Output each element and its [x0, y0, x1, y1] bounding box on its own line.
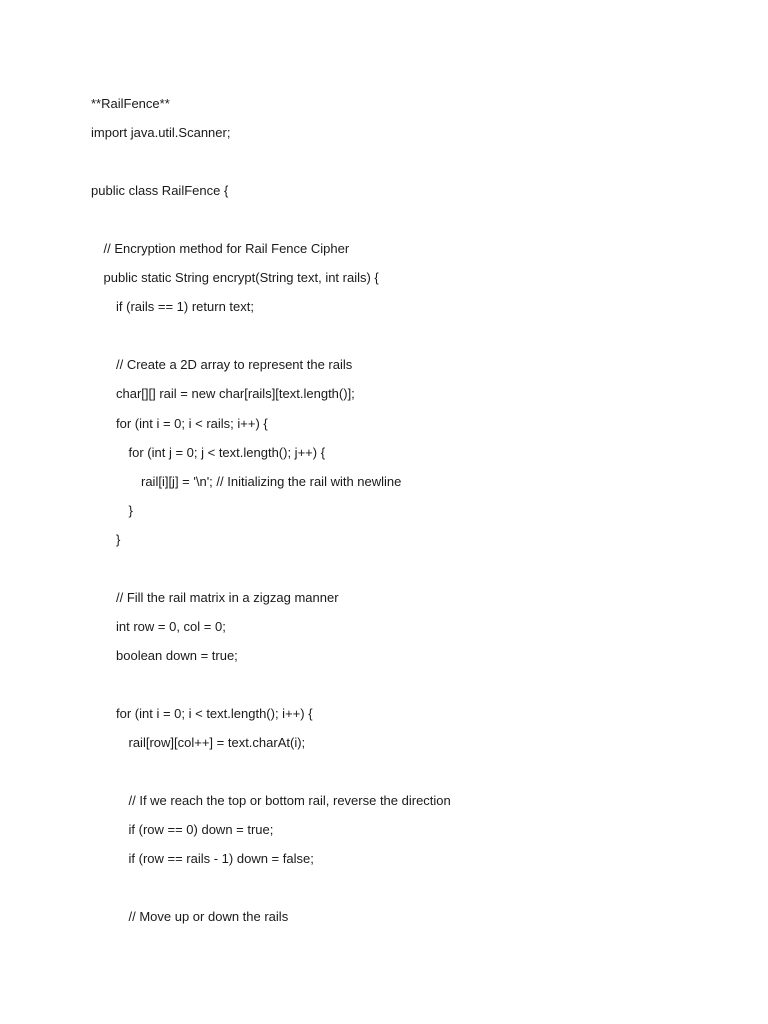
code-line: // If we reach the top or bottom rail, reverse the direction — [128, 793, 451, 809]
code-line: // Create a 2D array to represent the rails — [116, 357, 353, 373]
code-line: rail[i][j] = '\n'; // Initializing the rail with newline — [141, 473, 402, 489]
code-line — [91, 670, 731, 699]
code-line: public class RailFence { — [91, 183, 229, 199]
code-line: int row = 0, col = 0; — [116, 618, 226, 634]
code-line — [91, 147, 731, 176]
code-line: **RailFence** — [91, 96, 170, 111]
code-line: if (row == rails - 1) down = false; — [128, 851, 314, 867]
code-line — [91, 554, 731, 583]
code-line — [91, 873, 731, 902]
code-line: public static String encrypt(String text, int rails) { — [103, 270, 379, 286]
code-line: } — [116, 531, 121, 547]
code-line: // Fill the rail matrix in a zigzag manner — [116, 589, 339, 605]
code-line: for (int i = 0; i < rails; i++) { — [116, 415, 268, 431]
code-line: for (int i = 0; i < text.length(); i++) { — [116, 705, 313, 721]
code-line: import java.util.Scanner; — [91, 125, 231, 141]
code-line: char[][] rail = new char[rails][text.length()]; — [116, 386, 355, 402]
code-line — [91, 205, 731, 234]
code-line: // Move up or down the rails — [128, 909, 289, 925]
code-line: } — [128, 502, 133, 518]
code-line: // Encryption method for Rail Fence Cipher — [103, 241, 350, 257]
code-line: rail[row][col++] = text.charAt(i); — [128, 735, 306, 751]
code-line — [91, 757, 731, 786]
code-line — [91, 321, 731, 350]
code-line: if (rails == 1) return text; — [116, 299, 254, 315]
code-line: for (int j = 0; j < text.length(); j++) { — [128, 444, 326, 460]
code-line: boolean down = true; — [116, 647, 238, 663]
code-block — [91, 89, 731, 931]
code-line: if (row == 0) down = true; — [128, 822, 274, 838]
